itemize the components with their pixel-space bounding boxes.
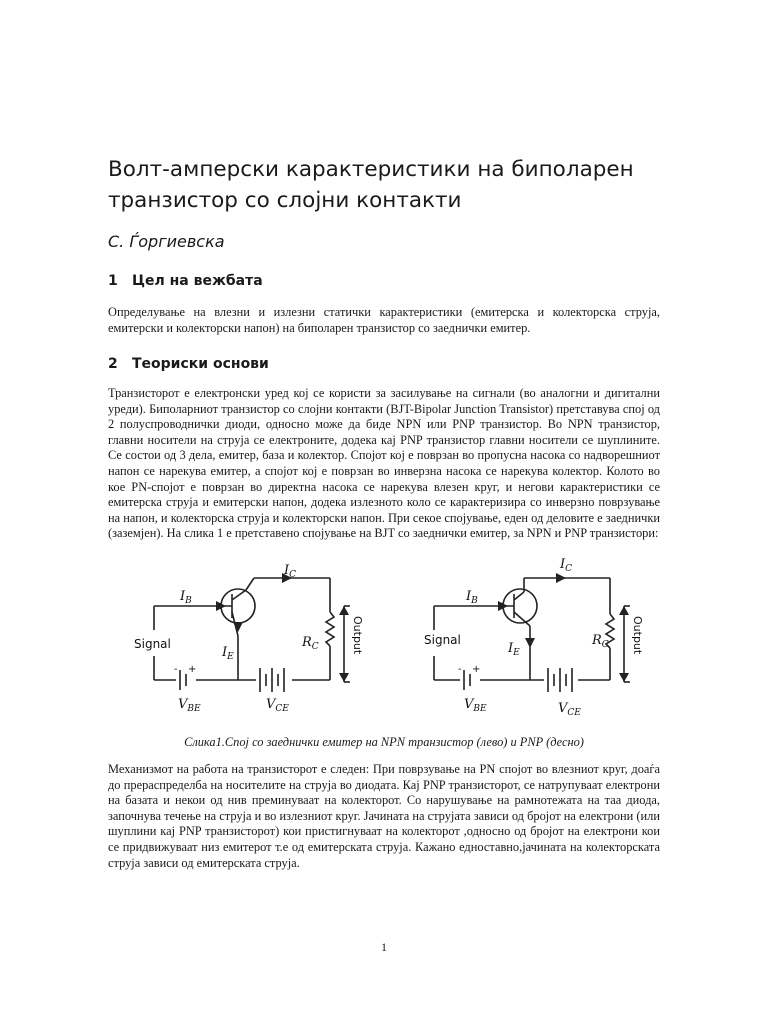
paragraph-mechanism: Механизмот на работа на транзисторот е следен: При поврзување на PN спојот во влезниот круг, доаѓа до прераспределба на носителите на струја во диодата. Кај PNP транзисторот, се натрупуваат електрони на базата и некои од нив преминуваат на колекторот. Со нарушување на рамнотежата на таа диода, започнува течење на струја и во излезниот круг. Јачината на струјата зависи од бројот на електрони (или шуплини кај PNP транзисторот) кои пристигнуваат на колекторот ,односно од бројот на електрони кои се придвижуваат низ емитерот т.е од емитерската струја. Кажано едноставно,јачината на колекторската струја зависи од емитерската струја. <box>108 762 660 870</box>
label-ie: $I_E$ <box>508 641 520 658</box>
label-ic: $I_C$ <box>560 557 573 574</box>
label-minus: - <box>174 664 178 675</box>
paragraph-theory-intro: Транзисторот е електронски уред кој се користи за засилување на сигнали (во аналогни и дигитални уреди). Биполарниот транзистор со слојни контакти (BJT-Bipolar Junction Transistor) претставува спој од 2 полуспроводнички диоди, односно може да биде NPN или PNP транзистор. Во NPN транзистор, главни носители на струја се електроните, додека кај PNP транзистор главни носители се шуплините. Се состои од 3 дела, емитер, база и колектор. Спојот кој е поврзан во пропусна насока со надворешниот напон се нарекува емитер, а спојот кој е поврзан во инверзна насока се нарекува колектор. Колото во кое PN-спојот е поврзан во директна насока се нарекува влезен круг, и негови карактеристики се емитерска струја и емитерски напон, додека излезното коло се карактеризира со инверзно поврзување на напон, и колекторска струја и колекторски напон. При секое спојување, еден од деловите е заеднички (заземјен). На слика 1 е претставено спојување на BJT со заеднички емитер, за NPN и PNP транзистори: <box>108 386 660 541</box>
label-plus: + <box>472 664 481 675</box>
label-rc: $R_C$ <box>592 633 609 650</box>
label-vbe: $V_{BE}$ <box>464 697 487 714</box>
label-rc: $R_C$ <box>302 635 319 652</box>
circuit-diagrams <box>116 556 656 726</box>
section-title: Теориски основи <box>132 356 269 372</box>
section-title: Цел на вежбата <box>132 273 263 289</box>
circuit-figure <box>116 556 656 726</box>
label-output: Output <box>351 616 364 655</box>
label-ic: $I_C$ <box>284 563 297 580</box>
label-signal: Signal <box>134 637 171 651</box>
document-author: С. Ѓоргиевска <box>108 232 225 251</box>
paragraph-goal: Определување на влезни и излезни статички карактеристики (емитерска и колекторска струја, емитерски и колекторски напон) на биполарен транзистор со заеднички емитер. <box>108 305 660 335</box>
figure-caption: Слика1.Спој со заеднички емитер на NPN транзистор (лево) и PNP (десно) <box>184 735 584 749</box>
section-heading-theory <box>108 356 269 372</box>
label-plus: + <box>188 664 197 675</box>
label-signal: Signal <box>424 633 461 647</box>
label-ib: $I_B$ <box>180 589 192 606</box>
section-number: 2 <box>108 356 118 372</box>
label-output: Output <box>631 616 644 655</box>
label-vce: $V_{CE}$ <box>266 697 289 714</box>
label-vce: $V_{CE}$ <box>558 701 581 718</box>
page-number: 1 <box>381 940 387 954</box>
label-minus: - <box>458 664 462 675</box>
document-title: Волт-амперски карактеристики на биполарен транзистор со слојни контакти <box>108 157 634 213</box>
label-ie: $I_E$ <box>222 645 234 662</box>
section-heading-goal <box>108 273 263 289</box>
label-vbe: $V_{BE}$ <box>178 697 201 714</box>
section-number: 1 <box>108 273 118 289</box>
label-ib: $I_B$ <box>466 589 478 606</box>
